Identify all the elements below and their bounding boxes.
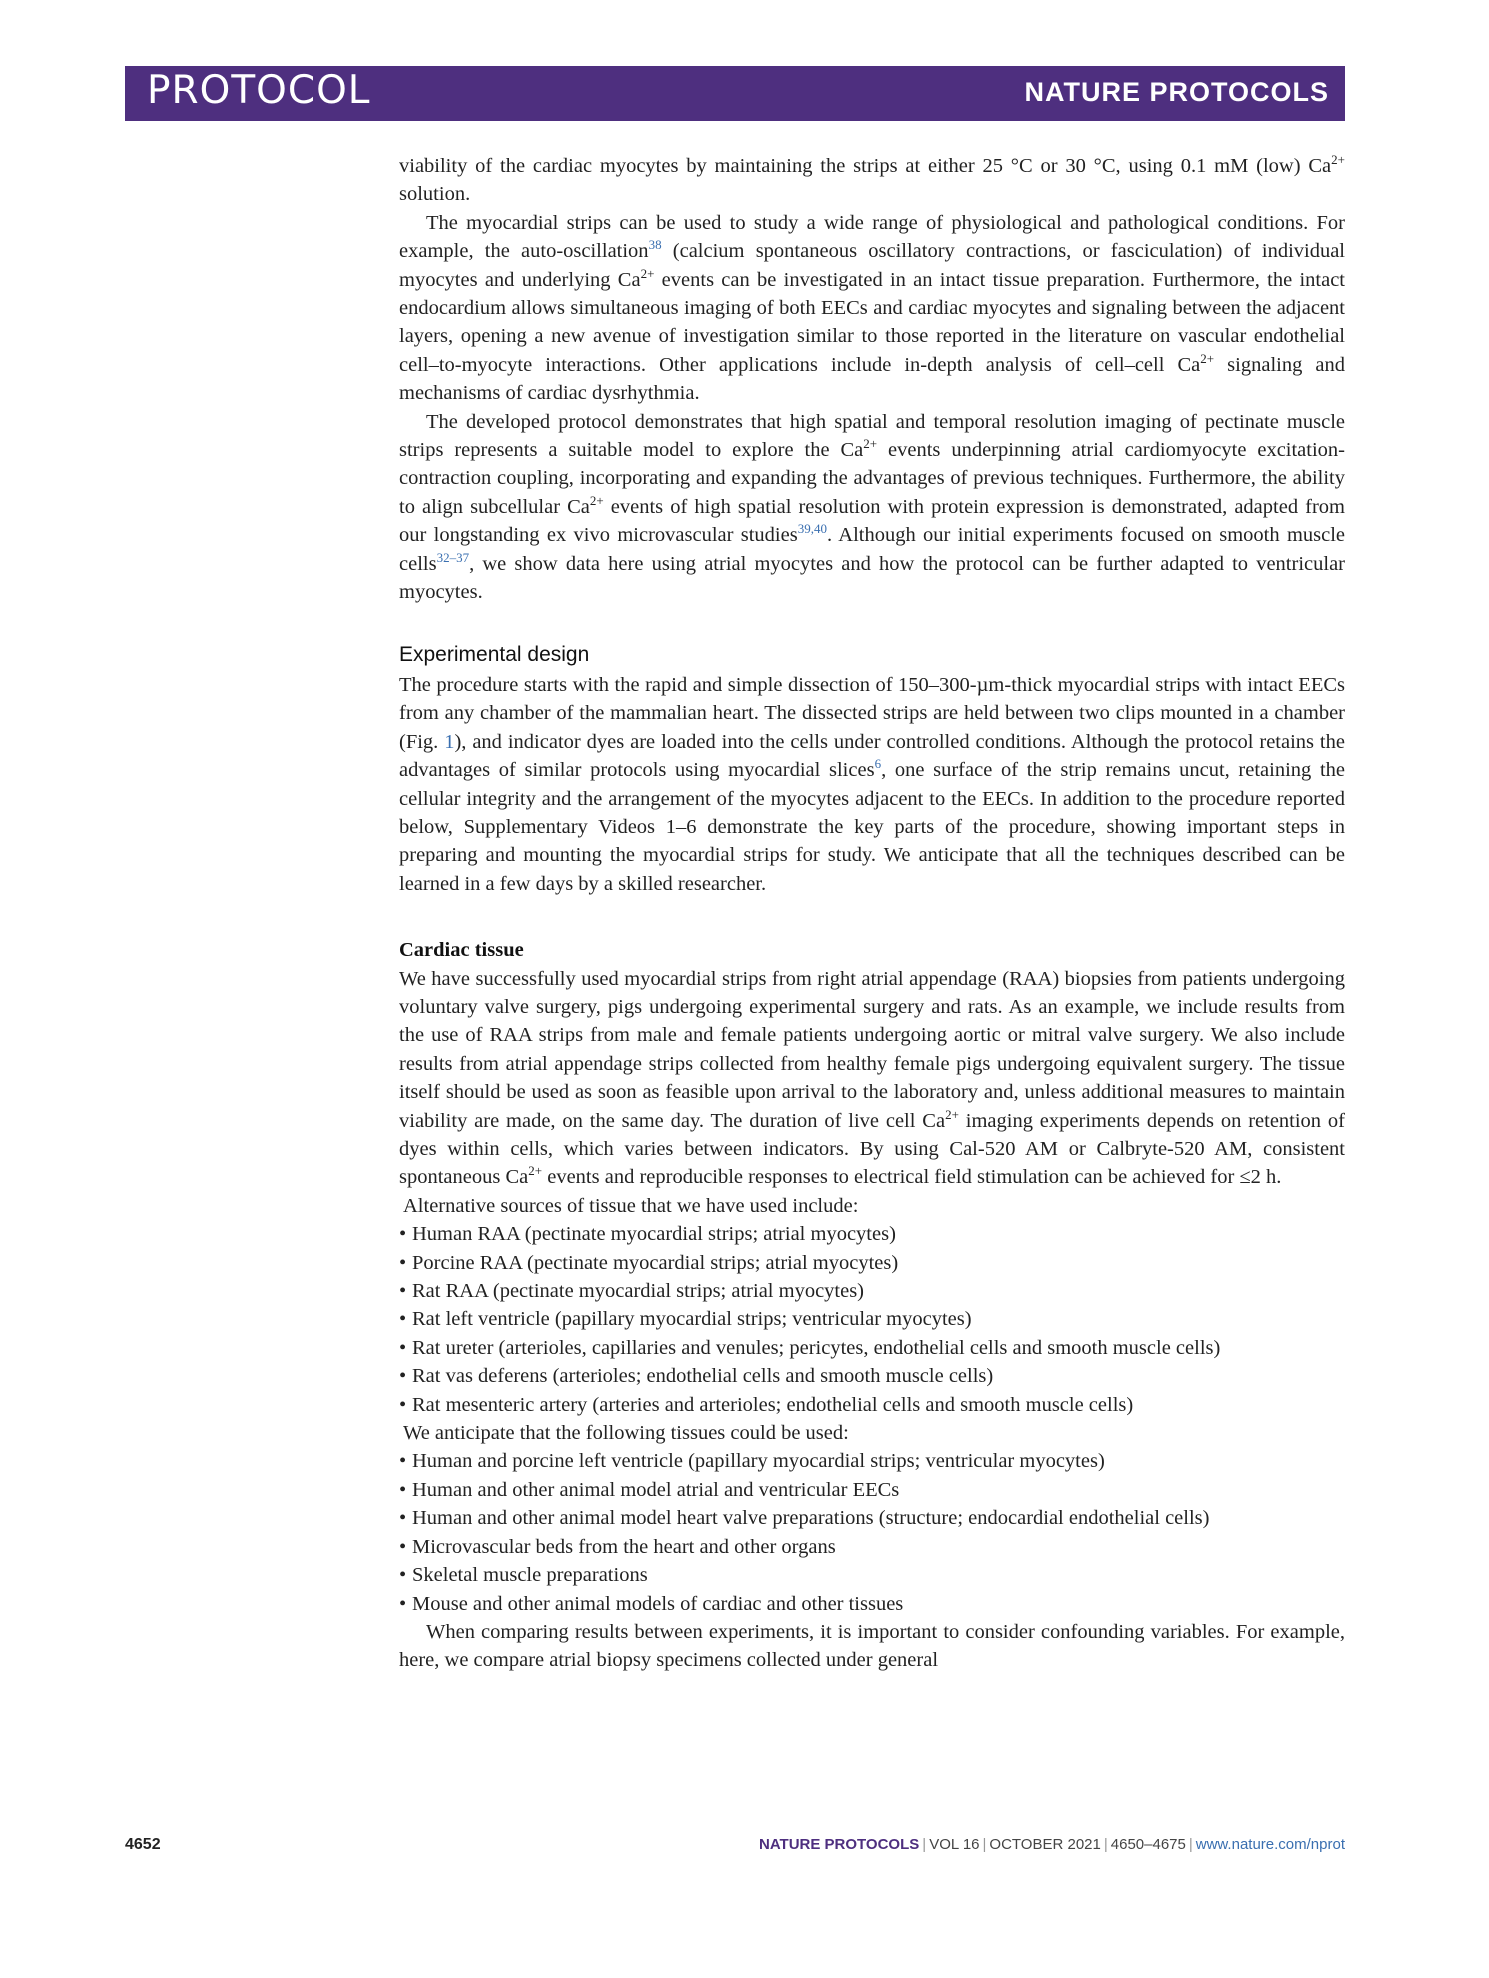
paragraph-cardiac-tissue: We have successfully used myocardial strips from right atrial appendage (RAA) biopsies from patients undergoing voluntary valve surgery, pigs undergoing experimental surgery and rats. As an example, we include results from the use of RAA strips from male and female patients undergoing aortic or mitral valve surgery. We also include results from atrial appendage strips collected from healthy female pigs undergoing equivalent surgery. The tissue itself should be used as soon as feasible upon arrival to the laboratory and, unless additional measures to maintain viability are made, on the same day. The duration of live cell $Ca^{2+}$ imaging experiments depends on retention of dyes within cells, which varies between indicators. By using Cal-520 AM or Calbryte-520 AM, consistent spontaneous $Ca^{2+}$ events and reproducible responses to electrical field stimulation can be achieved for ≤2 h. (399, 967, 1345, 1189)
alternative-sources-list (399, 1220, 1345, 1419)
list-item: • Mouse and other animal models of cardiac and other tissues (399, 1590, 1345, 1618)
citation-link[interactable]: 6 (874, 756, 882, 772)
figure-link[interactable]: 1 (444, 730, 455, 753)
footer-url-link[interactable]: www.nature.com/nprot (1195, 1836, 1345, 1853)
list-item: • Rat mesenteric artery (arteries and arterioles; endothelial cells and smooth muscle cells) (399, 1391, 1345, 1419)
list-item: • Rat vas deferens (arterioles; endothelial cells and smooth muscle cells) (399, 1362, 1345, 1390)
anticipated-tissues-intro: We anticipate that the following tissues could be used: (403, 1422, 849, 1445)
subsection-heading-cardiac-tissue: Cardiac tissue (399, 939, 524, 962)
footer-pages: 4650–4675 (1110, 1836, 1186, 1853)
alternative-sources-intro: Alternative sources of tissue that we have used include: (403, 1194, 859, 1217)
paragraph-experimental-design: The procedure starts with the rapid and simple dissection of 150–300-µm-thick myocardial strips with intact EECs from any chamber of the mammalian heart. The dissected strips are held between two clips mounted in a chamber (Fig. 1), and indicator dyes are loaded into the cells under controlled conditions. Although the protocol retains the advantages of similar protocols using myocardial slices$^6$, one surface of the strip remains uncut, retaining the cellular integrity and the arrangement of the myocytes adjacent to the EECs. In addition to the procedure reported below, Supplementary Videos 1–6 demonstrate the key parts of the procedure, showing important steps in preparing and mounting the myocardial strips for study. We anticipate that all the techniques described can be learned in a few days by a skilled researcher. (399, 673, 1345, 895)
list-item: • Human and other animal model heart valve preparations (structure; endocardial endothelial cells) (399, 1504, 1345, 1532)
list-item: • Rat left ventricle (papillary myocardial strips; ventricular myocytes) (399, 1305, 1345, 1333)
header-banner (125, 66, 1345, 121)
section-label: PROTOCOL (147, 68, 371, 113)
page-footer (125, 1836, 1345, 1860)
list-item: • Skeletal muscle preparations (399, 1561, 1345, 1589)
citation-link[interactable]: 38 (648, 237, 662, 253)
paragraph-2: The myocardial strips can be used to study a wide range of physiological and pathological conditions. For example, the auto-oscillation$^{38}$ (calcium spontaneous oscillatory contractions, or fasciculation) of individual myocytes and underlying $Ca^{2+}$ events can be investigated in an intact tissue preparation. Furthermore, the intact endocardium allows simultaneous imaging of both EECs and cardiac myocytes and signaling between the adjacent layers, opening a new avenue of investigation similar to those reported in the literature on vascular endothelial cell–to-myocyte interactions. Other applications include in-depth analysis of cell–cell $Ca^{2+}$ signaling and mechanisms of cardiac dysrhythmia. (399, 211, 1346, 405)
list-item: • Rat RAA (pectinate myocardial strips; atrial myocytes) (399, 1277, 1345, 1305)
list-item: • Microvascular beds from the heart and other organs (399, 1533, 1345, 1561)
section-heading-experimental-design: Experimental design (399, 642, 590, 666)
list-item: • Human and other animal model atrial and ventricular EECs (399, 1476, 1345, 1504)
footer-date: OCTOBER 2021 (989, 1836, 1101, 1853)
citation-link[interactable]: 39,40 (797, 521, 827, 537)
anticipated-tissues-list (399, 1447, 1345, 1617)
journal-label: NATURE PROTOCOLS (1024, 77, 1329, 107)
footer-volume: VOL 16 (929, 1836, 980, 1853)
list-item: • Human and porcine left ventricle (papillary myocardial strips; ventricular myocytes) (399, 1447, 1345, 1475)
list-item: • Rat ureter (arterioles, capillaries and venules; pericytes, endothelial cells and smooth muscle cells) (399, 1334, 1345, 1362)
article-body (399, 152, 1345, 1675)
list-item: • Porcine RAA (pectinate myocardial strips; atrial myocytes) (399, 1249, 1345, 1277)
paragraph-1: viability of the cardiac myocytes by maintaining the strips at either 25 °C or 30 °C, using 0.1 mM (low) $Ca^{2+}$ solution. (399, 152, 1345, 206)
paragraph-closing: When comparing results between experiments, it is important to consider confounding variables. For example, here, we compare atrial biopsy specimens collected under general (399, 1620, 1345, 1672)
list-item: • Human RAA (pectinate myocardial strips; atrial myocytes) (399, 1220, 1345, 1248)
page-number: 4652 (125, 1836, 161, 1853)
paragraph-3: The developed protocol demonstrates that high spatial and temporal resolution imaging of pectinate muscle strips represents a suitable model to explore the $Ca^{2+}$ events underpinning atrial cardiomyocyte excitation-contraction coupling, incorporating and expanding the advantages of previous techniques. Furthermore, the ability to align subcellular $Ca^{2+}$ events of high spatial resolution with protein expression is demonstrated, adapted from our longstanding ex vivo microvascular studies$^{39,40}$. Although our initial experiments focused on smooth muscle cells$^{32-37}$, we show data here using atrial myocytes and how the protocol can be further adapted to ventricular myocytes. (399, 410, 1346, 604)
footer-journal: NATURE PROTOCOLS (758, 1836, 920, 1853)
citation-footer: NATURE PROTOCOLS | VOL 16 | OCTOBER 2021 | 4650–4675 | www.nature.com/nprot (758, 1836, 1345, 1853)
citation-link[interactable]: 32–37 (436, 549, 470, 565)
